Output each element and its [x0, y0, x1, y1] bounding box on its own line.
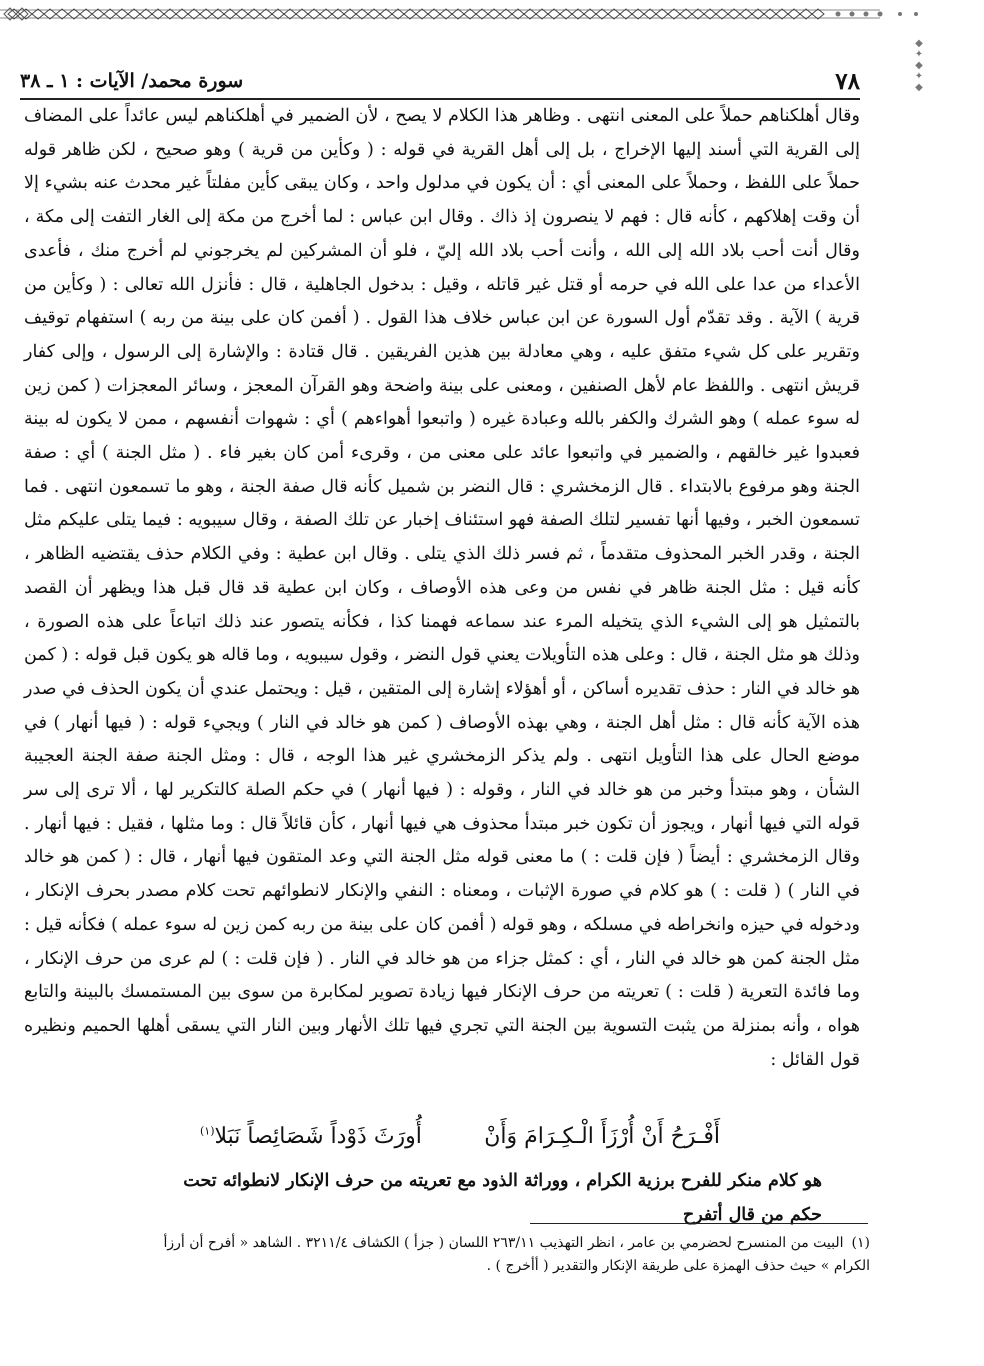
page-header [20, 64, 860, 100]
footnote-divider [530, 1223, 868, 1224]
margin-ornament: ◆ ✦ ◆ ✦ ◆ [914, 38, 924, 93]
footnotes [150, 1232, 870, 1278]
verse-hemistich-right: أَفْـرَحُ أَنْ أُرْزَأَ الْـكِـرَامَ وَأَنْ [484, 1123, 720, 1149]
page-number: ٧٨ [835, 67, 860, 95]
footnote-item [150, 1232, 870, 1278]
footnote-text: البيت من المنسرح لحضرمي بن عامر ، انظر التهذيب ٢٦٣/١١ اللسان ( جزأ ) الكشاف ٣٢١١/٤ . الشاهد « أفرح أن أرزأ الكرام » حيث حذف الهمزة على طريقة الإنكار والتقدير ( أأخرج ) . [163, 1235, 870, 1274]
running-title: سورة محمد/ الآيات : ١ ـ ٣٨ [20, 70, 244, 92]
poetry-verse [200, 1116, 720, 1156]
verse-hemistich-left: أُورَثَ ذَوْداً شَصَائِصاً نَبَلا [214, 1123, 422, 1149]
verse-hemistich-left-wrap [200, 1124, 422, 1149]
body-paragraph: وقال أهلكناهم حملاً على المعنى انتهى . وظاهر هذا الكلام لا يصح ، لأن الضمير في أهلكناهم ليس عائداً على المضاف إلى القرية التي أسند إليها الإخراج ، بل إلى أهل القرية في قوله : ( وكأين من قرية ) وهو صحيح ، لكن ظاهر قوله حملاً على اللفظ ، وحملاً على المعنى أي : أن يكون في مدلول واحد ، وكان يبقى كأين مفلتاً غير محدث عنه بشيء إلا أن وقت إهلاكهم ، كأنه قال : فهم لا ينصرون إذ ذاك . وقال ابن عباس : لما أخرج من مكة إلى الغار التفت إلى مكة ، وقال أنت أحب بلاد الله إلى الله ، وأنت أحب بلاد الله إليّ ، فلو أن المشركين لم يخرجوني لم أخرج منك ، فأعدى الأعداء من عدا على الله في حرمه أو قتل غير قاتله ، وقيل : بدخول الجاهلية ، قال : فأنزل الله تعالى : ( وكأين من قرية ) الآية . وقد تقدّم أول السورة عن ابن عباس خلاف هذا القول . ( أفمن كان على بينة من ربه ) استفهام توقيف وتقرير على كل شيء متفق عليه ، وهي معادلة بين هذين الفريقين . قال قتادة : والإشارة إلى الرسول ، وإلى كفار قريش انتهى . واللفظ عام لأهل الصنفين ، ومعنى على بينة واضحة وهو القرآن المعجز ، وسائر المعجزات ( كمن زين له سوء عمله ) وهو الشرك والكفر بالله وعبادة غيره ( واتبعوا أهواءهم ) أي : شهوات أنفسهم ، ممن لا يكون له بينة فعبدوا غير خالقهم ، والضمير في واتبعوا عائد على معنى من ، وقرىء أمن كان بغير فاء . ( مثل الجنة ) أي : صفة الجنة وهو مرفوع بالابتداء . قال الزمخشري : قال النضر بن شميل كأنه قال صفة الجنة ، وهو ما تسمعون انتهى . فما تسمعون الخبر ، وفيها أنها تفسير لتلك الصفة فهو استئناف إخبار عن تلك الصفة ، وقال سيبويه : فيما يتلى عليكم مثل الجنة ، وقدر الخبر المحذوف متقدماً ، ثم فسر ذلك الذي يتلى . وقال ابن عطية : وفي الكلام حذف يقتضيه الظاهر ، كأنه قيل : مثل الجنة ظاهر في نفس من وعى هذه الأوصاف ، وكان ابن عطية قد قال قبل هذا ويظهر أن القصد بالتمثيل هو إلى الشيء الذي يتخيله المرء عند سماعه فهمنا كذا ، فكأنه يتصور عند ذلك اتباعاً على هذه الصورة ، وذلك هو مثل الجنة ، قال : وعلى هذه التأويلات يعني قول النضر ، وقول سيبويه ، وما قاله هو يكون قبل قوله : ( كمن هو خالد في النار : حذف تقديره أساكن ، أو أهؤلاء إشارة إلى المتقين ، قيل : ويحتمل عندي أن يكون الحذف في صدر هذه الآية كأنه قال : مثل أهل الجنة ، وهي بهذه الأوصاف ( كمن هو خالد في النار ) ويجيء قوله : ( فيها أنهار ) في موضع الحال على هذا التأويل انتهى . ولم يذكر الزمخشري غير هذا الوجه ، قال : ومثل الجنة صفة الجنة العجيبة الشأن ، وهو مبتدأ وخبر من هو خالد في النار ، وقوله : ( فيها أنهار ) في حكم الصلة كالتكرير لها ، ألا ترى إلى سر قوله التي فيها أنهار ، ويجوز أن تكون خبر مبتدأ محذوف هي فيها أنهار ، كأن قائلاً قال : وما مثلها ، فقيل : فيها أنهار . وقال الزمخشري : أيضاً ( فإن قلت : ) ما معنى قوله مثل الجنة التي وعد المتقون فيها أنهار ، قال : ( كمن هو خالد في النار ) ( قلت : ) هو كلام في صورة الإثبات ، ومعناه : النفي والإنكار لانطوائهم تحت كلام مصدر بحرف الإنكار ، ودخوله في حيزه وانخراطه في مسلكه ، وهو قوله ( أفمن كان على بينة من ربه كمن زين له سوء عمله ) فكأنه قيل : مثل الجنة كمن هو خالد في النار ، أي : كمثل جزاء من هو خالد في النار . ( فإن قلت : ) لم عرى من حرف الإنكار ، وما فائدة التعرية ( قلت : ) تعريته من حرف الإنكار فيها زيادة تصوير لمكابرة من سوى بين المستمسك بالبينة والتابع هواه ، وأنه بمنزلة من يثبت التسوية بين الجنة التي تجري فيها تلك الأنهار وبين النار التي يسقى أهلها الحميم ونظيره قول القائل : [24, 106, 860, 1070]
top-ornament-border [0, 0, 984, 28]
closing-line: هو كلام منكر للفرح برزية الكرام ، ووراثة الذود مع تعريته من حرف الإنكار لانطوائه تحت حكم من قال أتفرح [183, 1171, 822, 1225]
footnote-marker: (١) [200, 1124, 215, 1138]
main-text [24, 100, 860, 1077]
footnote-number: (١) [851, 1235, 870, 1251]
